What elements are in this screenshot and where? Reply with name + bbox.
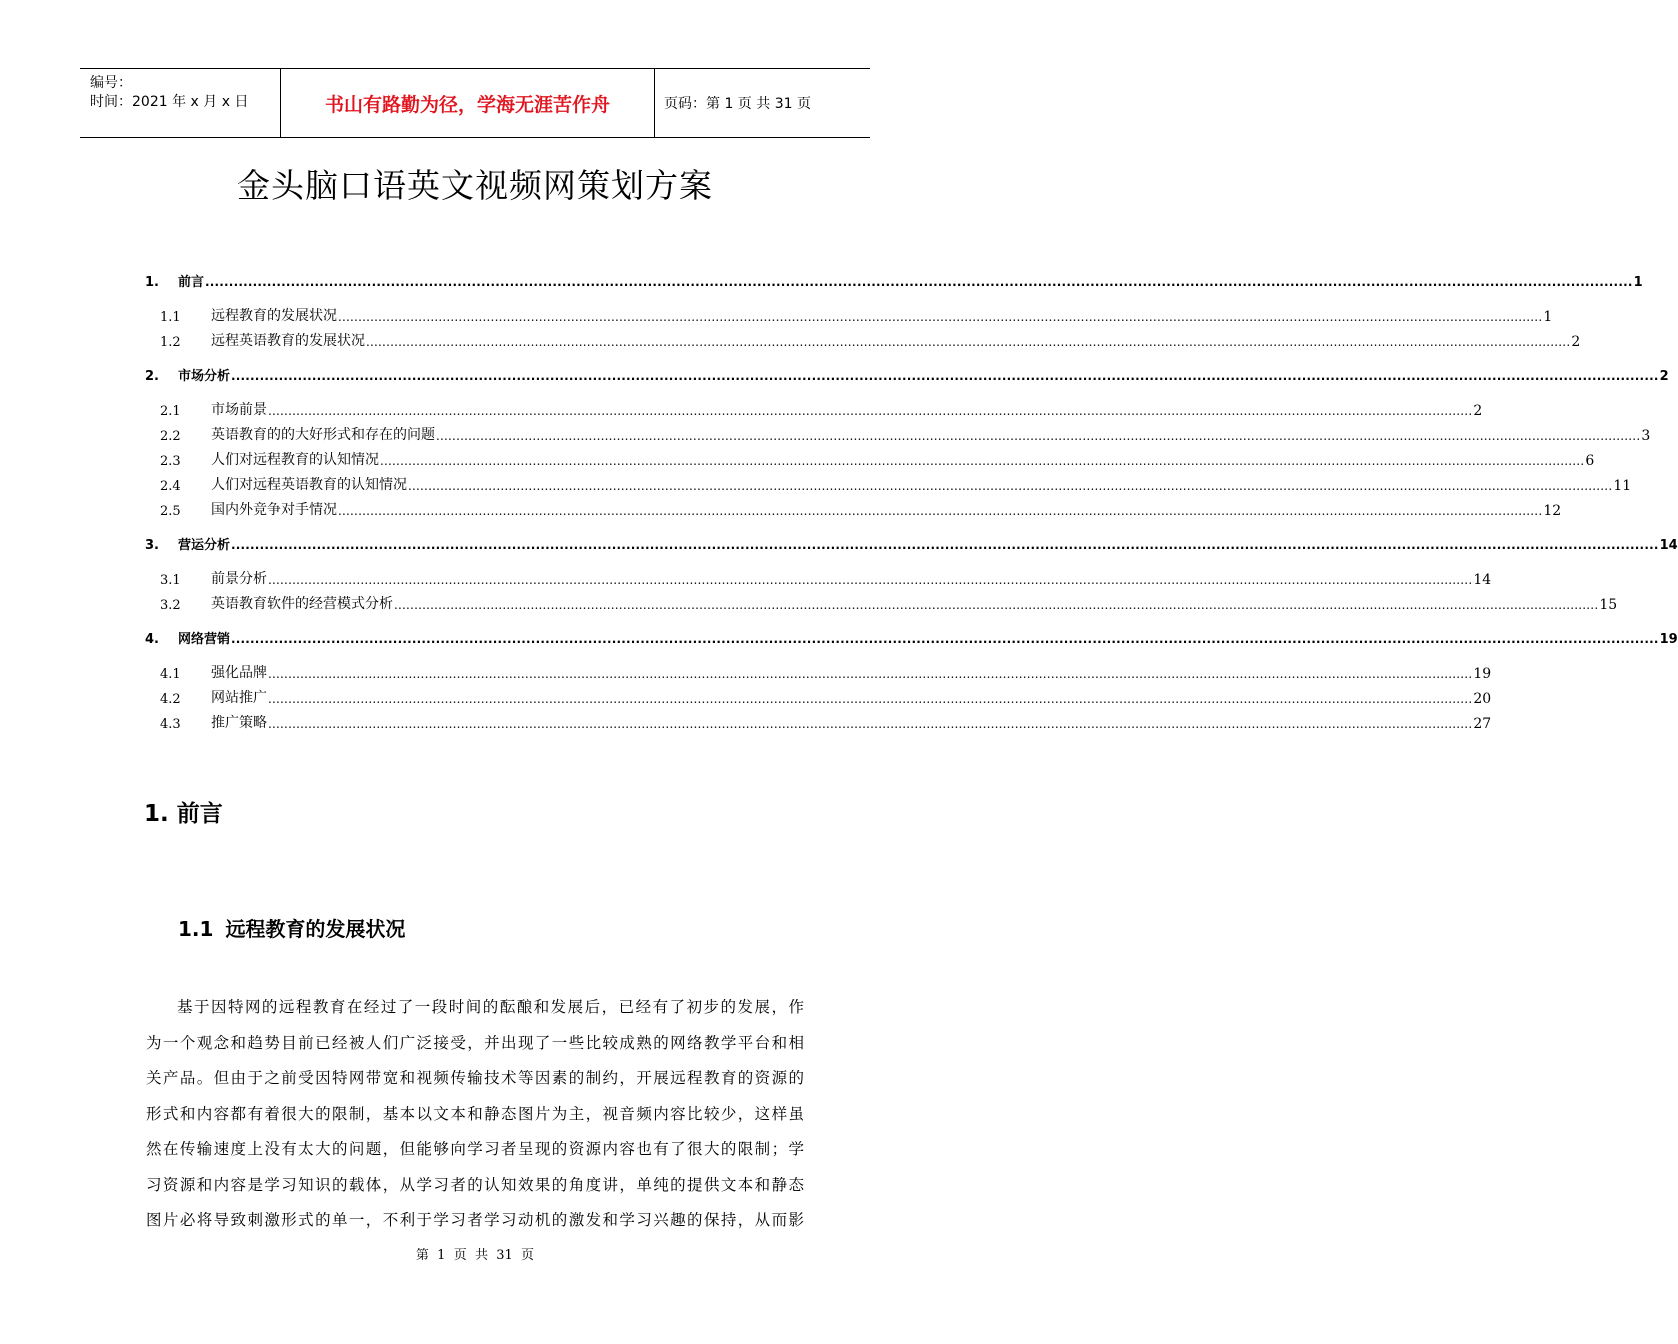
toc-entry[interactable]	[145, 568, 1492, 588]
toc-leader-dots: ............................................................................................................................................................................................................................................................................................................	[268, 667, 1473, 681]
toc-leader-dots: ............................................................................................................................................................................................................................................................................................................	[231, 538, 1659, 552]
toc-page-number: 27	[1473, 716, 1492, 732]
toc-label: 强化品牌	[211, 665, 267, 681]
toc-page-number: 2	[1571, 334, 1581, 350]
toc-entry[interactable]	[145, 687, 1492, 707]
toc-number: 3.	[145, 538, 159, 553]
toc-leader-dots: ............................................................................................................................................................................................................................................................................................................	[205, 275, 1633, 289]
toc-number: 2.	[145, 369, 159, 384]
toc-entry[interactable]	[145, 499, 1562, 519]
toc-leader-dots: ............................................................................................................................................................................................................................................................................................................	[338, 310, 1543, 324]
page-info: 页码：第 1 页 共 31 页	[664, 96, 811, 112]
toc-leader-dots: ............................................................................................................................................................................................................................................................................................................	[268, 692, 1473, 706]
toc-page-number: 19	[1473, 666, 1492, 682]
toc-page-number: 3	[1641, 428, 1651, 444]
toc-page-number: 20	[1473, 691, 1492, 707]
toc-entry[interactable]	[145, 662, 1492, 682]
toc-number: 3.2	[160, 598, 181, 613]
motto: 书山有路勤为径，学海无涯苦作舟	[281, 69, 655, 137]
paragraph-line: 习资源和内容是学习知识的载体，从学习者的认知效果的角度讲，单纯的提供文本和静态	[146, 1175, 804, 1194]
toc-page-number: 14	[1659, 538, 1678, 553]
toc-label: 英语教育的的大好形式和存在的问题	[211, 427, 435, 443]
toc-page-number: 15	[1599, 597, 1618, 613]
paragraph-line: 然在传输速度上没有太大的问题，但能够向学习者呈现的资源内容也有了很大的限制；学	[146, 1140, 804, 1158]
toc-label: 营运分析	[178, 538, 231, 553]
toc-page-number: 19	[1659, 632, 1678, 647]
toc-number: 4.	[145, 632, 159, 647]
toc-page-number: 12	[1543, 503, 1562, 519]
toc-label: 前言	[178, 275, 205, 290]
toc-number: 1.1	[160, 310, 181, 325]
toc-number: 1.2	[160, 335, 181, 350]
toc-leader-dots: ............................................................................................................................................................................................................................................................................................................	[268, 404, 1473, 418]
toc-entry[interactable]	[145, 593, 1618, 613]
toc-page-number: 2	[1473, 403, 1483, 419]
toc-page-number: 1	[1633, 275, 1643, 290]
toc-entry[interactable]	[145, 270, 1643, 290]
paragraph-line: 关产品。但由于之前受因特网带宽和视频传输技术等因素的制约，开展远程教育的资源的	[146, 1069, 804, 1087]
toc-label: 人们对远程教育的认知情况	[211, 452, 379, 468]
toc-label: 英语教育软件的经营模式分析	[211, 596, 393, 612]
toc-entry[interactable]	[145, 399, 1483, 419]
time-label: 时间：2021 年 x 月 x 日	[90, 94, 249, 110]
body-paragraph	[146, 990, 804, 1239]
toc-page-number: 2	[1659, 369, 1669, 384]
toc-label: 国内外竞争对手情况	[211, 502, 337, 518]
header-table	[80, 68, 870, 138]
toc-entry[interactable]	[145, 305, 1553, 325]
subsection-title: 远程教育的发展状况	[225, 917, 406, 941]
section-heading-1-1	[178, 913, 405, 942]
toc-number: 2.2	[160, 429, 181, 444]
number-label: 编号：	[90, 75, 132, 91]
paragraph-line: 为一个观念和趋势目前已经被人们广泛接受，并出现了一些比较成熟的网络教学平台和相	[146, 1033, 804, 1052]
toc-leader-dots: ............................................................................................................................................................................................................................................................................................................	[231, 369, 1659, 383]
subsection-number: 1.1	[178, 917, 214, 941]
toc-label: 网站推广	[211, 690, 267, 706]
toc-entry[interactable]	[145, 424, 1651, 444]
toc-leader-dots: ............................................................................................................................................................................................................................................................................................................	[380, 454, 1585, 468]
toc-leader-dots: ............................................................................................................................................................................................................................................................................................................	[268, 717, 1473, 731]
toc-leader-dots: ............................................................................................................................................................................................................................................................................................................	[338, 504, 1543, 518]
section-heading-1	[144, 795, 223, 828]
toc-number: 1.	[145, 275, 159, 290]
toc-number: 2.5	[160, 504, 181, 519]
toc-label: 远程英语教育的发展状况	[211, 333, 365, 349]
page-footer: 第 1 页 共 31 页	[415, 1248, 535, 1263]
toc-label: 推广策略	[211, 715, 267, 731]
toc-leader-dots: ............................................................................................................................................................................................................................................................................................................	[394, 598, 1599, 612]
toc-page-number: 14	[1473, 572, 1492, 588]
toc-page-number: 6	[1585, 453, 1595, 469]
paragraph-line: 形式和内容都有着很大的限制，基本以文本和静态图片为主，视音频内容比较少，这样虽	[146, 1104, 804, 1123]
toc-number: 4.2	[160, 692, 181, 707]
toc-number: 2.4	[160, 479, 181, 494]
paragraph-line: 图片必将导致刺激形式的单一，不利于学习者学习动机的激发和学习兴趣的保持，从而影	[146, 1211, 804, 1229]
toc-label: 人们对远程英语教育的认知情况	[211, 477, 407, 493]
toc-leader-dots: ............................................................................................................................................................................................................................................................................................................	[231, 632, 1659, 646]
toc-label: 市场分析	[178, 369, 231, 384]
toc-page-number: 1	[1543, 309, 1553, 325]
toc-number: 4.1	[160, 667, 181, 682]
toc-number: 2.3	[160, 454, 181, 469]
toc-label: 前景分析	[211, 571, 267, 587]
toc-number: 4.3	[160, 717, 181, 732]
toc-entry[interactable]	[145, 449, 1595, 469]
toc-leader-dots: ............................................................................................................................................................................................................................................................................................................	[366, 335, 1571, 349]
toc-entry[interactable]	[145, 474, 1632, 494]
toc-entry[interactable]	[145, 712, 1492, 732]
toc-label: 网络营销	[178, 632, 231, 647]
toc-entry[interactable]	[145, 533, 1678, 553]
toc-label: 远程教育的发展状况	[211, 308, 337, 324]
toc-page-number: 11	[1613, 478, 1632, 494]
header-meta-cell	[80, 69, 281, 137]
toc-leader-dots: ............................................................................................................................................................................................................................................................................................................	[268, 573, 1473, 587]
toc-number: 2.1	[160, 404, 181, 419]
document-title: 金头脑口语英文视频网策划方案	[237, 166, 713, 205]
toc-entry[interactable]	[145, 330, 1581, 350]
toc-entry[interactable]	[145, 364, 1669, 384]
toc-leader-dots: ............................................................................................................................................................................................................................................................................................................	[408, 479, 1613, 493]
section-title: 前言	[176, 801, 223, 827]
paragraph-line: 基于因特网的远程教育在经过了一段时间的酝酿和发展后，已经有了初步的发展，作	[177, 998, 804, 1016]
toc-entry[interactable]	[145, 627, 1678, 647]
section-number: 1.	[144, 801, 169, 827]
toc-label: 市场前景	[211, 402, 267, 418]
toc-number: 3.1	[160, 573, 181, 588]
toc-leader-dots: ............................................................................................................................................................................................................................................................................................................	[436, 429, 1641, 443]
